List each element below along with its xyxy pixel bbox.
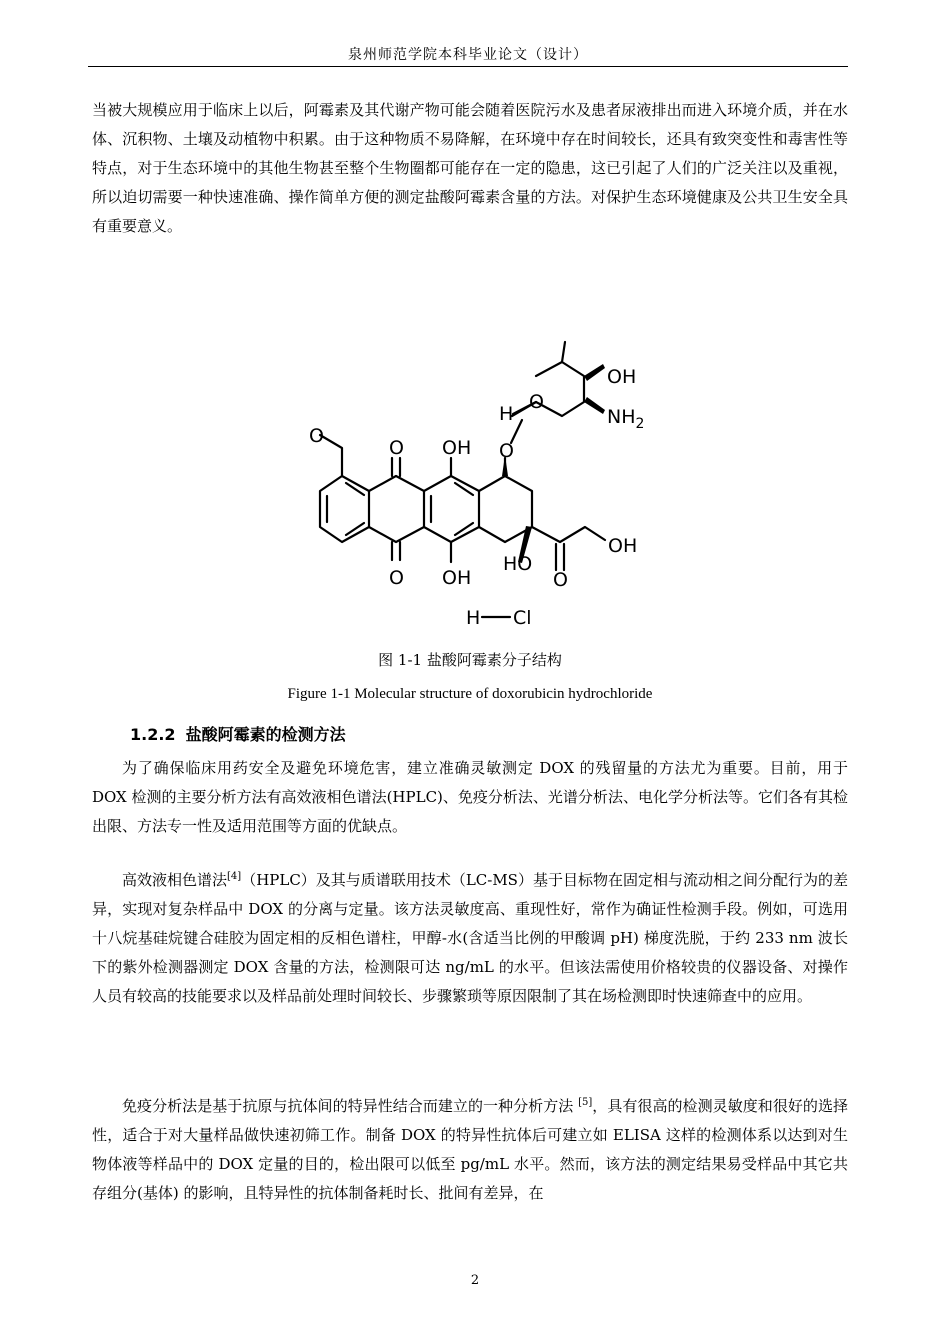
running-header: 泉州师范学院本科毕业论文（设计） bbox=[348, 47, 588, 63]
citation-5: [5] bbox=[578, 1097, 593, 1108]
molecular-structure-figure bbox=[300, 330, 670, 630]
figure-caption-cn: 图 1-1 盐酸阿霉素分子结构 bbox=[378, 651, 562, 669]
section-heading bbox=[130, 722, 356, 745]
atom-oh-side: OH bbox=[608, 535, 638, 557]
atom-nh2: $NH_2$ bbox=[607, 406, 645, 432]
atom-oh-bottom: OH bbox=[442, 567, 472, 589]
paragraph-environment: 当被大规模应用于临床上以后，阿霉素及其代谢产物可能会随着医院污水及患者尿液排出而进入环境介质，并在水体、沉积物、土壤及动植物中积累。由于这种物质不易降解，在环境中存在时间较长，还具有致突变性和毒害性等特点，对于生态环境中的其他生物甚至整个生物圈都可能存在一定的隐患，这已引起了人们的广泛关注以及重视，所以迫切需要一种快速准确、操作简单方便的测定盐酸阿霉素含量的方法。对保护生态环境健康及公共卫生安全具有重要意义。 bbox=[92, 101, 848, 235]
paragraph-immunoassay bbox=[92, 1092, 848, 1208]
figure-caption-en: Figure 1-1 Molecular structure of doxorubicin hydrochloride bbox=[287, 686, 653, 702]
citation-4: [4] bbox=[227, 871, 242, 882]
atom-o-ring: O bbox=[529, 391, 544, 413]
atom-o-ketone: O bbox=[553, 569, 568, 591]
atom-o-link: O bbox=[499, 440, 514, 462]
hplc-text-rest: （HPLC）及其与质谱联用技术（LC-MS）基于目标物在固定相与流动相之间分配行为的差异，实现对复杂样品中 DOX 的分离与定量。该方法灵敏度高、重现性好，常作为确证性检测手段。例如，可选用十八烷基硅烷键合硅胶为固定相的反相色谱柱，甲醇-水(含适当比例的甲酸调 pH) 梯度洗脱，于约 233 nm 波长下的紫外检测器测定 DOX 含量的方法，检测限可达 ng/mL 的水平。但该法需使用价格较贵的仪器设备、对操作人员有较高的技能要求以及样品前处理时间较长、步骤繁琐等原因限制了其在场检测即时快速筛查中的应用。 bbox=[92, 871, 848, 1005]
atom-o-bottom: O bbox=[389, 567, 404, 589]
atom-o-methoxy: O bbox=[309, 425, 324, 447]
atom-o-top: O bbox=[389, 437, 404, 459]
atom-h-sugar: H bbox=[499, 403, 514, 425]
header-rule bbox=[88, 66, 848, 67]
hplc-text-start: 高效液相色谱法 bbox=[122, 871, 228, 889]
page-number: 2 bbox=[470, 1273, 480, 1288]
paragraph-hplc bbox=[92, 866, 848, 1011]
atom-ho-ring: HO bbox=[503, 553, 533, 575]
atom-cl-hcl: Cl bbox=[513, 607, 532, 629]
atom-h-hcl: H bbox=[466, 607, 481, 629]
immuno-text-start: 免疫分析法是基于抗原与抗体间的特异性结合而建立的一种分析方法 bbox=[122, 1097, 579, 1115]
atom-oh-top: OH bbox=[442, 437, 472, 459]
section-number: 1.2.2 bbox=[130, 725, 176, 744]
atom-oh-sugar: OH bbox=[607, 366, 637, 388]
paragraph-methods-overview: 为了确保临床用药安全及避免环境危害，建立准确灵敏测定 DOX 的残留量的方法尤为重要。目前，用于 DOX 检测的主要分析方法有高效液相色谱法(HPLC)、免疫分析法、光谱分析法、电化学分析法等。它们各有其检出限、方法专一性及适用范围等方面的优缺点。 bbox=[92, 759, 848, 835]
section-title: 盐酸阿霉素的检测方法 bbox=[185, 725, 346, 744]
immuno-text-rest: ，具有很高的检测灵敏度和很好的选择性，适合于对大量样品做快速初筛工作。制备 DOX 的特异性抗体后可建立如 ELISA 这样的检测体系以达到对生物体液等样品中的 DOX 定量的目的，检出限可以低至 pg/mL 水平。然而，该方法的测定结果易受样品中其它共存组分(基体) 的影响，且特异性的抗体制备耗时长、批间有差异，在 bbox=[92, 1097, 848, 1202]
